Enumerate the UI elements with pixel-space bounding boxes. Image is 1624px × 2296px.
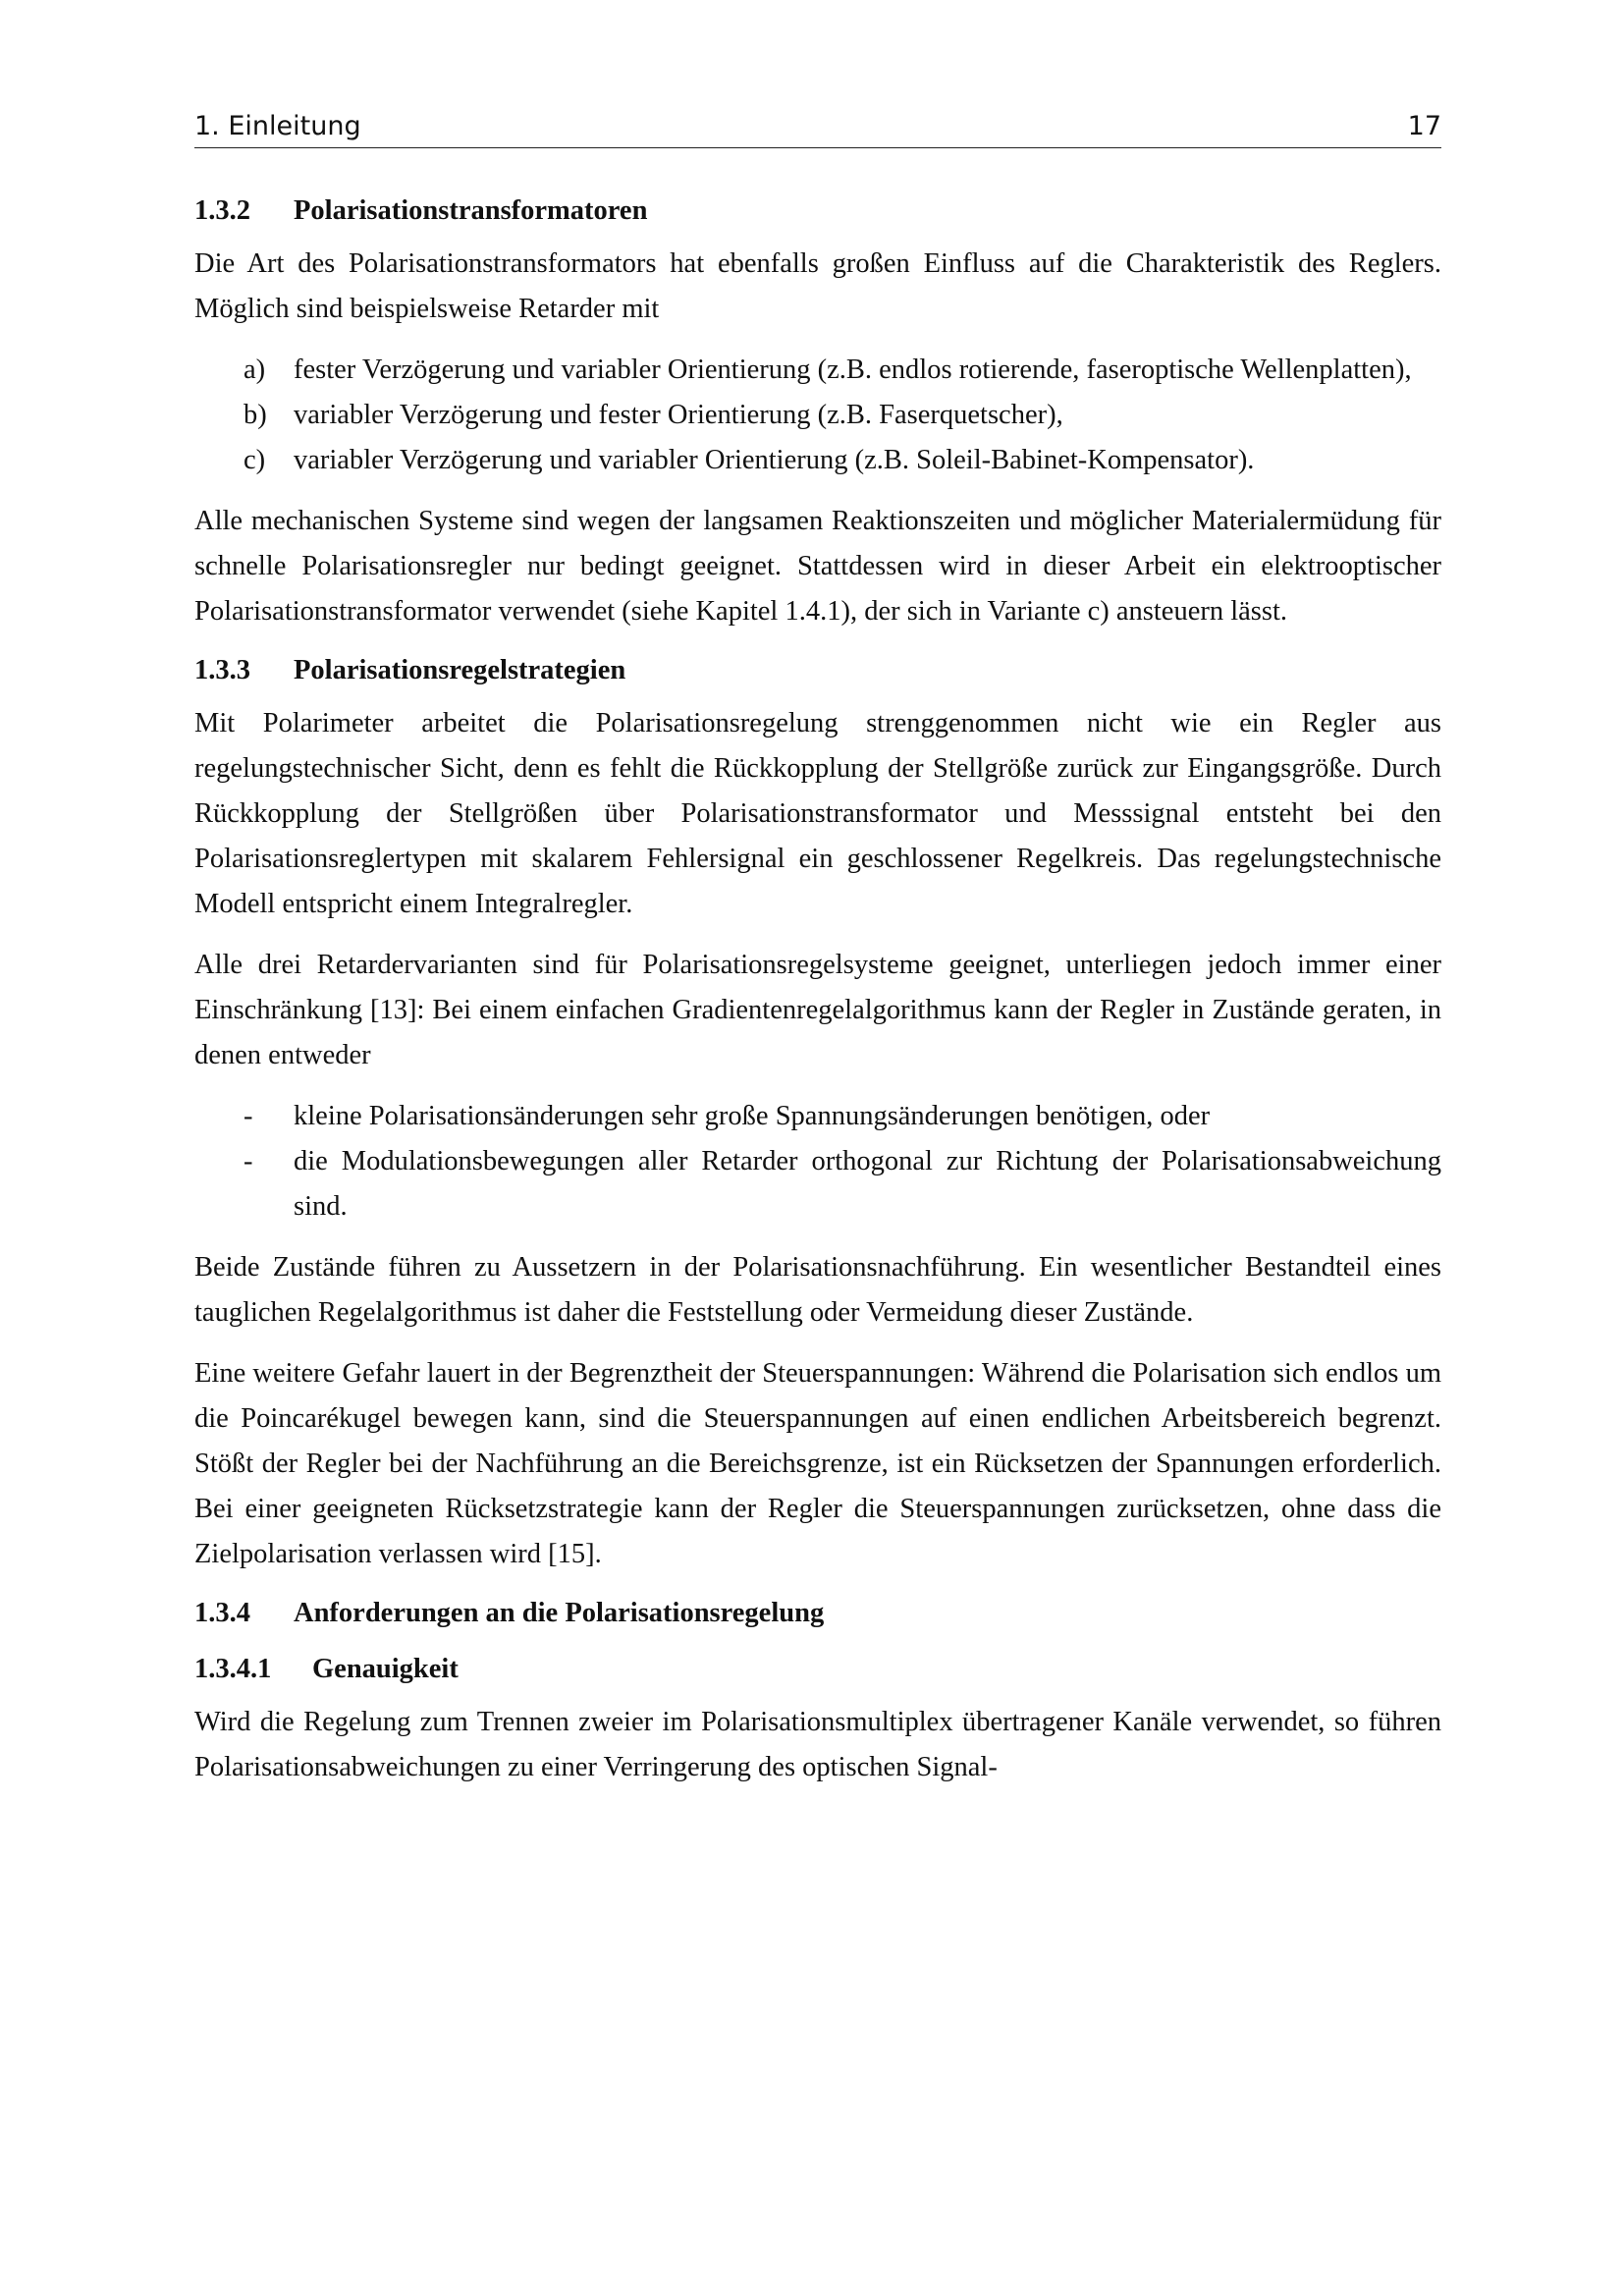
- section-number: 1.3.4: [194, 1598, 250, 1628]
- list-marker: c): [244, 445, 266, 475]
- paragraph: Eine weitere Gefahr lauert in der Begrenztheit der Steuerspannungen: Während die Polarisation sich endlos um die Poincarékugel bewegen kann, sind die Steuerspannungen auf einen endlichen Arbeitsbereich begrenzt. Stößt der Regler bei der Nachführung an die Bereichsgrenze, ist ein Rücksetzen der Spannungen erforderlich. Bei einer geeigneten Rücksetzstrategie kann der Regler die Steuerspannungen zurücksetzen, ohne dass die Zielpolarisation verlassen wird [15].: [194, 1358, 1441, 1569]
- list-item: [194, 438, 1441, 483]
- list-item-text: fester Verzögerung und variabler Orientierung (z.B. endlos rotierende, faseroptische Wellenplatten),: [294, 355, 1412, 385]
- list-marker: -: [244, 1101, 253, 1131]
- paragraph: Mit Polarimeter arbeitet die Polarisationsregelung strenggenommen nicht wie ein Regler aus regelungstechnischer Sicht, denn es fehlt die Rückkopplung der Stellgröße zurück zur Eingangsgröße. Durch Rückkopplung der Stellgrößen über Polarisationstransformator und Messsignal entsteht bei den Polarisationsreglertypen mit skalarem Fehlersignal ein geschlossener Regelkreis. Das regelungstechnische Modell entspricht einem Integralregler.: [194, 708, 1441, 919]
- retarder-list: [194, 348, 1441, 483]
- list-item-text: die Modulationsbewegungen aller Retarder orthogonal zur Richtung der Polarisationsabweichung sind.: [294, 1146, 1441, 1222]
- list-item: [194, 1139, 1441, 1230]
- list-item-text: variabler Verzögerung und variabler Orientierung (z.B. Soleil-Babinet-Kompensator).: [294, 445, 1255, 475]
- list-marker: b): [244, 400, 267, 430]
- section-title: Polarisationsregelstrategien: [294, 655, 626, 685]
- section-number: 1.3.2: [194, 195, 250, 226]
- section-number: 1.3.4.1: [194, 1654, 272, 1684]
- list-item: [194, 1094, 1441, 1139]
- running-header: [194, 110, 1441, 148]
- list-item: [194, 393, 1441, 438]
- paragraph: Alle drei Retardervarianten sind für Polarisationsregelsysteme geeignet, unterliegen jedoch immer einer Einschränkung [13]: Bei einem einfachen Gradientenregelalgorithmus kann der Regler in Zustände geraten, in denen entweder: [194, 950, 1441, 1070]
- list-marker: a): [244, 355, 266, 385]
- list-item-text: variabler Verzögerung und fester Orientierung (z.B. Faserquetscher),: [294, 400, 1063, 430]
- section-heading-1-3-2: [194, 191, 1441, 231]
- section-title: Genauigkeit: [312, 1654, 459, 1684]
- section-heading-1-3-4: [194, 1594, 1441, 1633]
- condition-list: [194, 1094, 1441, 1230]
- section-heading-1-3-3: [194, 651, 1441, 690]
- chapter-title: 1. Einleitung: [194, 111, 361, 141]
- section-title: Anforderungen an die Polarisationsregelung: [294, 1598, 825, 1628]
- section-number: 1.3.3: [194, 655, 250, 685]
- list-item: [194, 348, 1441, 393]
- list-marker: -: [244, 1146, 253, 1176]
- paragraph: Die Art des Polarisationstransformators hat ebenfalls großen Einfluss auf die Charakteristik des Reglers. Möglich sind beispielsweise Retarder mit: [194, 248, 1441, 324]
- document-page: [194, 110, 1441, 1790]
- paragraph: Wird die Regelung zum Trennen zweier im Polarisationsmultiplex übertragener Kanäle verwendet, so führen Polarisationsabweichungen zu einer Verringerung des optischen Signal-: [194, 1707, 1441, 1782]
- subsection-heading-1-3-4-1: [194, 1650, 1441, 1689]
- paragraph: Beide Zustände führen zu Aussetzern in der Polarisationsnachführung. Ein wesentlicher Bestandteil eines tauglichen Regelalgorithmus ist daher die Feststellung oder Vermeidung dieser Zustände.: [194, 1252, 1441, 1328]
- paragraph: Alle mechanischen Systeme sind wegen der langsamen Reaktionszeiten und möglicher Materialermüdung für schnelle Polarisationsregler nur bedingt geeignet. Stattdessen wird in dieser Arbeit ein elektrooptischer Polarisationstransformator verwendet (siehe Kapitel 1.4.1), der sich in Variante c) ansteuern lässt.: [194, 506, 1441, 627]
- page-number: 17: [1407, 111, 1441, 141]
- section-title: Polarisationstransformatoren: [294, 195, 648, 226]
- list-item-text: kleine Polarisationsänderungen sehr große Spannungsänderungen benötigen, oder: [294, 1101, 1211, 1131]
